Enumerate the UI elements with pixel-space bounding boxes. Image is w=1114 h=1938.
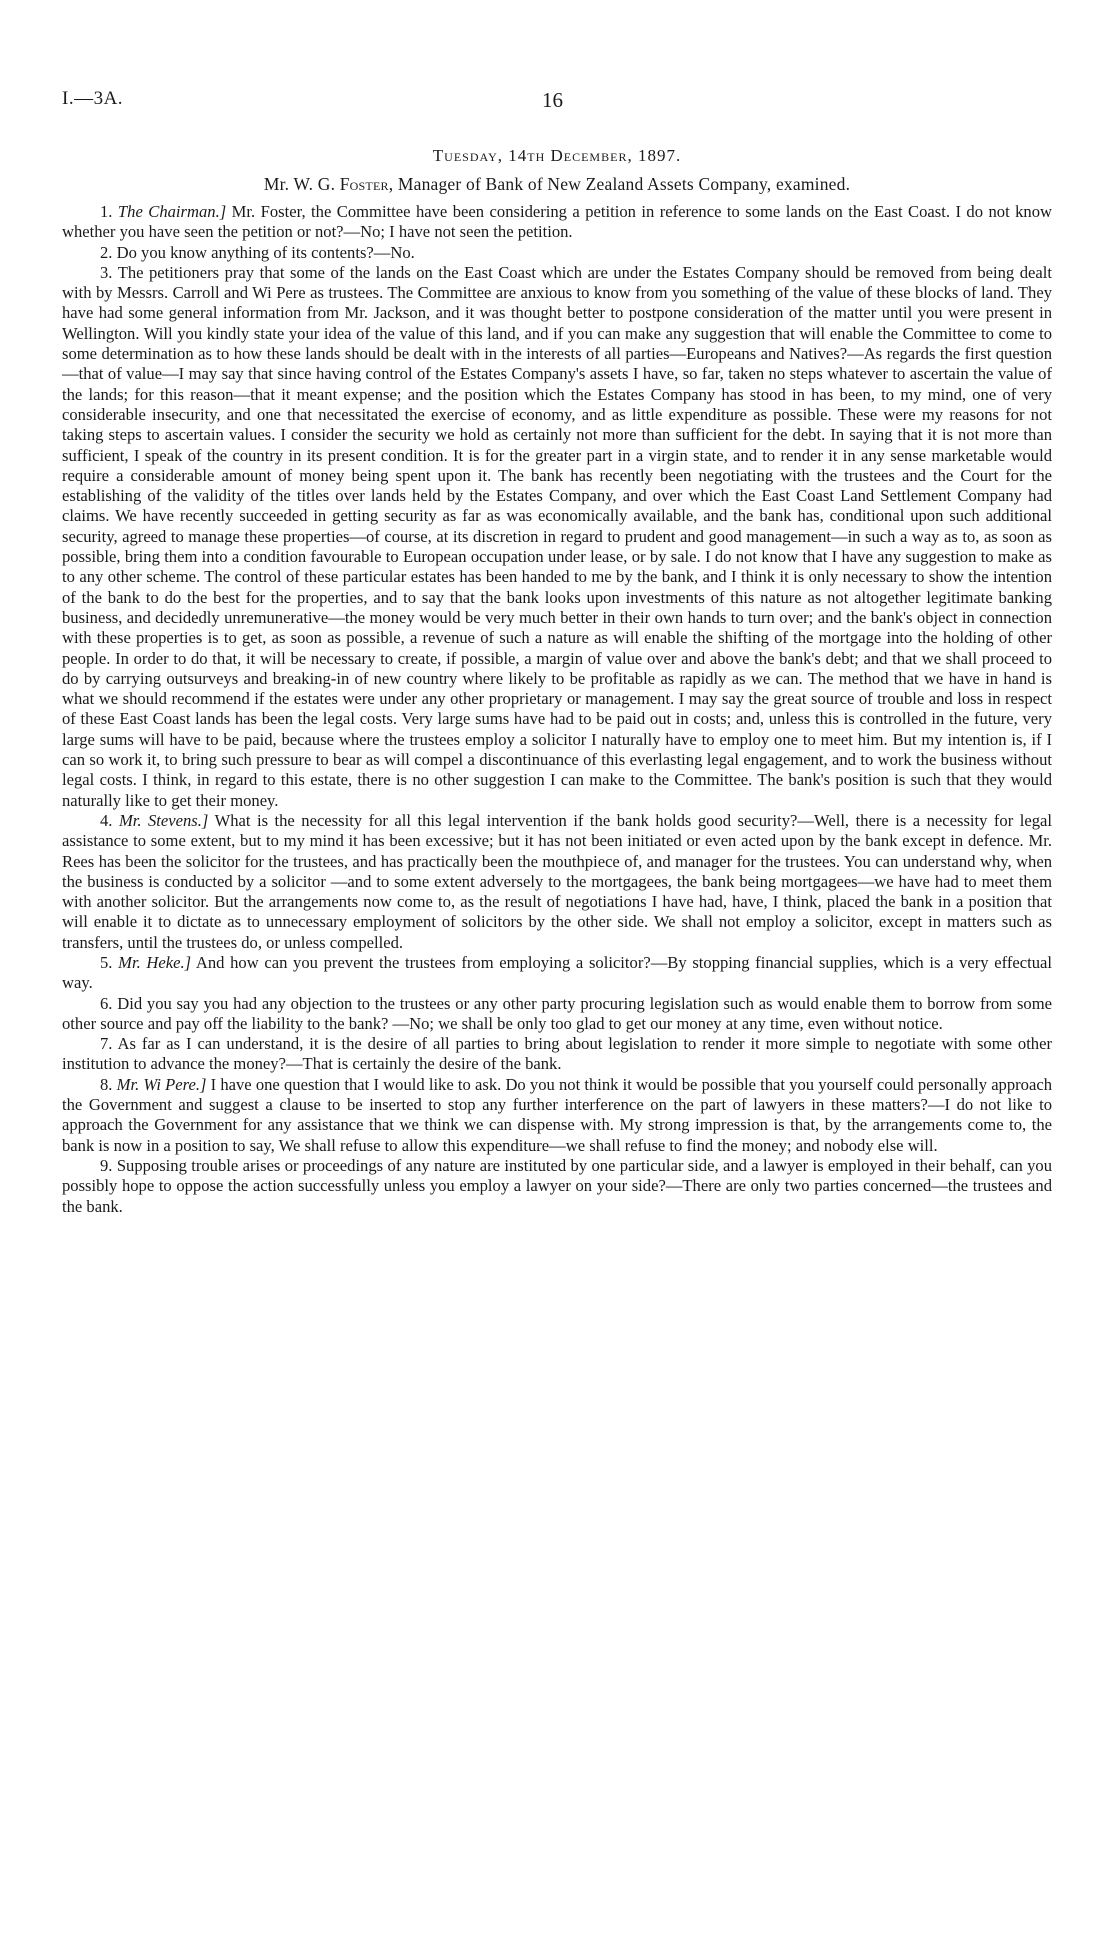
- question-text: Did you say you had any objection to the trustees or any other party procuring legislation such as would enable them to borrow from some other source and pay off the liability to the bank? —No; we shall be only too glad to get our money at any time, even without notice.: [62, 993, 1052, 1033]
- question-paragraph: [62, 953, 1052, 994]
- witness-description: , Manager of Bank of New Zealand Assets Company, examined.: [388, 174, 851, 194]
- question-number: 5.: [100, 952, 113, 972]
- page-header: [62, 88, 1052, 118]
- speaker-name: Mr. Wi Pere.]: [116, 1074, 207, 1094]
- question-paragraph: [62, 263, 1052, 811]
- document-page: [62, 0, 1052, 1938]
- speaker-name: The Chairman.]: [117, 202, 227, 221]
- question-text: Supposing trouble arises or proceedings of any nature are instituted by one particular side, and a lawyer is employed in their behalf, can you possibly hope to oppose the action successfully unless you employ a lawyer on your side?—There are only two parties concerned—the trustees and the bank.: [62, 1155, 1052, 1216]
- parliamentary-paper-ref: I.—3A.: [62, 88, 124, 109]
- minutes-body: [62, 202, 1052, 1217]
- question-paragraph: [62, 202, 1052, 243]
- witness-heading: [62, 174, 1052, 195]
- page-number: 16: [542, 88, 563, 112]
- question-number: 4.: [100, 810, 113, 830]
- question-number: 1.: [100, 202, 113, 221]
- question-paragraph: [62, 243, 1052, 263]
- witness-surname: Foster: [339, 174, 389, 194]
- question-text: I have one question that I would like to ask. Do you not think it would be possible that you yourself could personally approach the Government and suggest a clause to be inserted to stop any further interference on the part of lawyers in these matters?—I do not like to approach the Government for any assistance that we think we can dispense with. My strong impression is that, by the arrangements come to, the bank is now in a position to say, We shall refuse to allow this expenditure—we shall refuse to find the money; and nobody else will.: [62, 1074, 1053, 1155]
- question-text: The petitioners pray that some of the lands on the East Coast which are under the Estates Company should be removed from being dealt with by Messrs. Carroll and Wi Pere as trustees. The Committee are anxious to know from you something of the value of these blocks of land. They have had some general information from Mr. Jackson, and it was thought better to postpone consideration of the matter until you were present in Wellington. Will you kindly state your idea of the value of this land, and if you can make any suggestion that will enable the Committee to come to some determination as to how these lands should be dealt with in the interests of all parties—Europeans and Natives?—As regards the first question—that of value—I may say that since having control of the Estates Company's assets I have, so far, taken no steps whatever to ascertain the value of the lands; for this reason—that it meant expense; and the position which the Estates Company has stood in has been, to my mind, one of very considerable insecurity, and one that necessitated the exercise of economy, and as little expenditure as possible. These were my reasons for not taking steps to ascertain values. I consider the security we hold as certainly not more than sufficient for the debt. In saying that it is not more than sufficient, I speak of the country in its present condition. It is for the greater part in a virgin state, and to render it in any sense marketable would require a considerable amount of money being spent upon it. The bank has recently been negotiating with the trustees and the Court for the establishing of the validity of the titles over lands held by the Estates Company, and over which the East Coast Land Settlement Company had claims. We have recently succeeded in getting security as far as was economically available, and the bank has, conditional upon such additional security, agreed to manage these properties—of course, at its discretion in regard to prudent and good management—in such a way as to, as soon as possible, bring them into a condition favourable to European occupation under lease, or by sale. I do not know that I have any suggestion to make as to any other scheme. The control of these particular estates has been handed to me by the bank, and I think it is only necessary to show the intention of the bank to do the best for the properties, and to say that the bank looks upon investments of this nature as not altogether legitimate banking business, and decidedly unremunerative—the money would be very much better in their own hands to turn over; and the bank's object in connection with these properties is to get, as soon as possible, a revenue of such a nature as will enable the shifting of the mortgage into the holding of other people. In order to do that, it will be necessary to create, if possible, a margin of value over and above the bank's debt; and that we shall proceed to do by carrying outsurveys and breaking-in of new country where likely to be profitable as rapidly as we can. The method that we have in hand is what we should recommend if the estates were under any other proprietary or management. I may say the great source of trouble and loss in respect of these East Coast lands has been the legal costs. Very large sums have had to be paid out in costs; and, unless this is controlled in the future, very large sums will have to be paid, because where the trustees employ a solicitor I naturally have to employ one to meet him. But my intention is, if I can so work it, to bring such pressure to bear as will compel a discontinuance of this everlasting legal engagement, and to work the business without legal costs. I think, in regard to this estate, there is no other suggestion I can make to the Committee. The bank's position is such that they would naturally like to get their money.: [62, 262, 1052, 810]
- speaker-name: Mr. Heke.]: [118, 952, 192, 972]
- question-paragraph: [62, 994, 1052, 1035]
- question-number: 3.: [100, 262, 113, 282]
- question-paragraph: [62, 1156, 1052, 1217]
- question-text: As far as I can understand, it is the desire of all parties to bring about legislation to render it more simple to negotiate with some other institution to advance the money?—That is certainly the desire of the bank.: [62, 1034, 1052, 1074]
- question-paragraph: [62, 811, 1052, 953]
- session-date: Tuesday, 14th December, 1897.: [432, 146, 682, 165]
- question-text: Do you know anything of its contents?—No.: [116, 242, 415, 262]
- witness-prefix: Mr. W. G.: [263, 174, 340, 194]
- question-number: 8.: [100, 1074, 113, 1094]
- question-number: 2.: [100, 242, 113, 262]
- question-text: And how can you prevent the trustees from employing a solicitor?—By stopping financial supplies, which is a very effectual way.: [62, 952, 1053, 993]
- question-number: 6.: [100, 993, 113, 1013]
- question-paragraph: [62, 1075, 1052, 1156]
- question-number: 7.: [100, 1034, 113, 1054]
- question-paragraph: [62, 1034, 1052, 1075]
- question-text: What is the necessity for all this legal intervention if the bank holds good security?—Well, there is a necessity for legal assistance to some extent, but to my mind it has been excessive; but it has not been initiated or even acted upon by the bank except in defence. Mr. Rees has been the solicitor for the trustees, and has practically been the mouthpiece of, and manager for the trustees. You can understand why, when the business is conducted by a solicitor —and to some extent adversely to the mortgagees, the bank being mortgagees—we have had to meet them with another solicitor. But the arrangements now come to, as the result of negotiations I have had, have, I think, placed the bank in a position that will enable it to dictate as to unnecessary employment of solicitors by the other side. We shall not employ a solicitor, except in matters such as transfers, until the trustees do, or unless compelled.: [62, 810, 1052, 952]
- question-number: 9.: [100, 1155, 113, 1175]
- speaker-name: Mr. Stevens.]: [118, 810, 209, 830]
- question-text: Mr. Foster, the Committee have been considering a petition in reference to some lands on the East Coast. I do not know whether you have seen the petition or not?—No; I have not seen the petition.: [62, 202, 1053, 242]
